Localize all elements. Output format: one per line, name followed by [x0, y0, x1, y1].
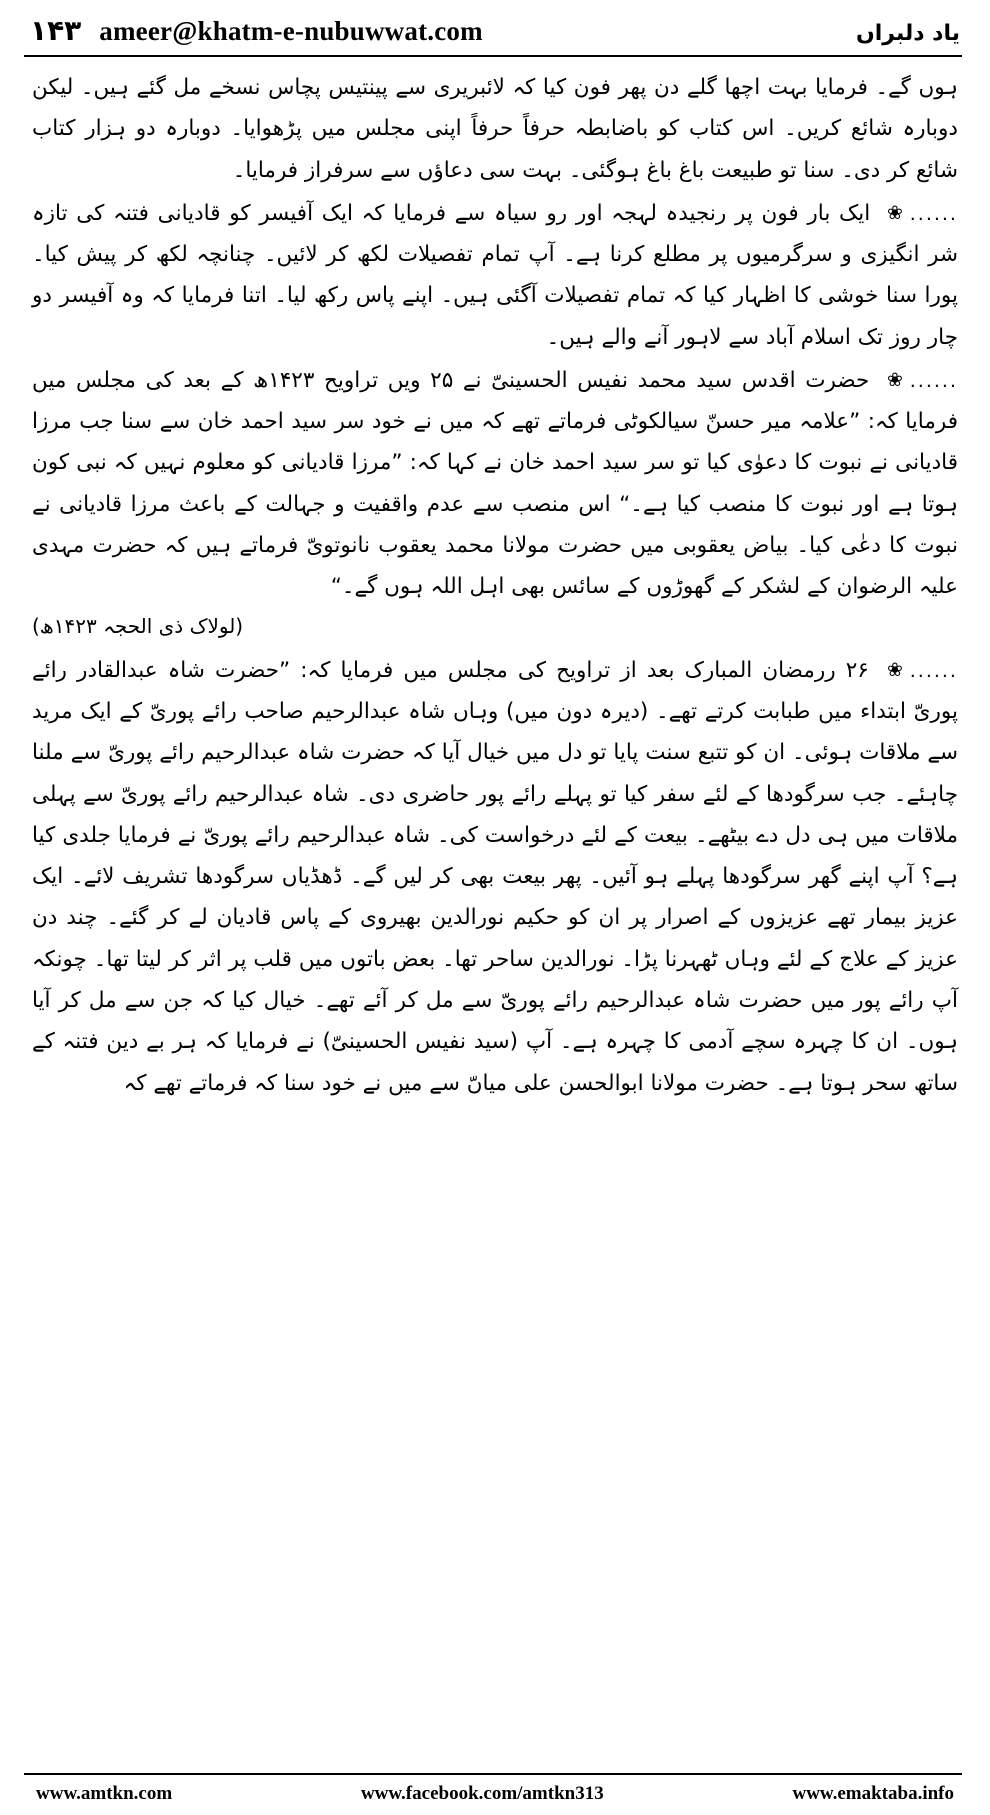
paragraph-2-marker	[879, 193, 958, 234]
paragraph-4-text: ۲۶ ررمضان المبارک بعد از تراویح کی مجلس میں فرمایا کہ: ”حضرت شاہ عبدالقادر رائے پوریّ ابتداء میں طبابت کرتے تھے۔ (دیرہ دون میں) وہاں شاہ عبدالرحیم صاحب رائے پوریّ کے ایک مرید سے ملاقات ہوئی۔ ان کو تتبع سنت پایا تو دل میں خیال آیا کہ حضرت شاہ عبدالرحیم رائے پوریّ سے ملنا چاہئے۔ جب سرگودھا کے لئے سفر کیا تو پہلے رائے پور حاضری دی۔ شاہ عبدالرحیم رائے پوریّ سے پہلی ملاقات میں ہی دل دے بیٹھے۔ بیعت کے لئے درخواست کی۔ شاہ عبدالرحیم رائے پوریّ نے فرمایا جلدی کیا ہے؟ آپ اپنے گھر سرگودھا پہلے ہو آئیں۔ پھر بیعت بھی کر لیں گے۔ ڈھڈیاں سرگودھا تشریف لائے۔ ایک عزیز بیمار تھے عزیزوں کے اصرار پر ان کو حکیم نورالدین بھیروی کے پاس قادیان لے کر گئے۔ چند دن عزیز کے علاج کے لئے وہاں ٹھہرنا پڑا۔ نورالدین ساحر تھا۔ بعض باتوں میں قلب پر اثر کر لیتا تھا۔ چونکہ آپ رائے پور میں حضرت شاہ عبدالرحیم رائے پوریّ سے مل کر آئے تھے۔ خیال کیا کہ جن سے مل کر آیا ہوں۔ ان کا چہرہ سچے آدمی کا چہرہ ہے۔ آپ (سید نفیس الحسینیّ) نے فرمایا کہ ہر بے دین فتنہ کے ساتھ سحر ہوتا ہے۔ حضرت مولانا ابوالحسن علی میاںّ سے میں نے خود سنا کہ فرماتے تھے کہ	[32, 657, 958, 1096]
page-footer	[26, 1783, 964, 1805]
book-title: یاد دلبراں	[855, 21, 960, 46]
footer-link-facebook[interactable]: www.facebook.com/amtkn313	[360, 1783, 604, 1804]
paragraph-3	[32, 360, 958, 608]
header-email: ameer@khatm-e-nubuwwat.com	[99, 16, 483, 46]
header-left-group	[30, 14, 483, 47]
paragraph-3-text: حضرت اقدس سید محمد نفیس الحسینیّ نے ۲۵ ویں تراویح ۱۴۲۳ھ کے بعد کی مجلس میں فرمایا کہ: ”علامہ میر حسنّ سیالکوٹی فرماتے تھے کہ میں نے خود سر سید احمد خان سے سنا جب مرزا قادیانی نے نبوت کا دعوٰی کیا تو سر سید احمد خان نے کہا کہ: ”مرزا قادیانی کو معلوم نہیں کہ نبی کون ہوتا ہے اور نبوت کا منصب کیا ہے۔“ اس منصب سے عدم واقفیت و جہالت کے باعث مرزا قادیانی نے نبوت کا دعٰی کیا۔ بیاض یعقوبی میں حضرت مولانا محمد یعقوب نانوتویّ فرماتے ہیں کہ حضرت مہدی علیہ الرضوان کے لشکر کے گھوڑوں کے سائس بھی اہل اللہ ہوں گے۔“	[32, 367, 958, 600]
flower-icon: ❀	[886, 201, 903, 224]
dots-leader: ......	[909, 659, 958, 682]
page-number: ۱۴۳	[30, 14, 82, 47]
paragraph-4-marker	[879, 650, 958, 691]
page-body	[26, 67, 964, 1767]
dots-leader: ......	[909, 202, 958, 225]
footer-link-website[interactable]: www.amtkn.com	[36, 1783, 173, 1804]
paragraph-4	[32, 650, 958, 1104]
paragraph-1-text: ہوں گے۔ فرمایا بہت اچھا گلے دن پھر فون کیا کہ لائبریری سے پینتیس پچاس نسخے مل گئے ہیں۔ لیکن دوبارہ شائع کریں۔ اس کتاب کو باضابطہ حرفاً حرفاً اپنی مجلس میں پڑھوایا۔ دوبارہ دو ہزار کتاب شائع کر دی۔ سنا تو طبیعت باغ باغ ہوگئی۔ بہت سی دعاؤں سے سرفراز فرمایا۔	[32, 75, 958, 183]
flower-icon: ❀	[886, 658, 903, 681]
paragraph-2	[32, 193, 958, 358]
dots-leader: ......	[909, 369, 958, 392]
footer-link-emaktaba[interactable]: www.emaktaba.info	[792, 1783, 954, 1804]
paragraph-1	[32, 67, 958, 191]
paragraph-2-text: ایک بار فون پر رنجیدہ لہجہ اور رو سیاہ سے فرمایا کہ ایک آفیسر کو قادیانی فتنہ کی تازہ شر انگیزی و سرگرمیوں پر مطلع کرنا ہے۔ آپ تمام تفصیلات لکھ کر لائیں۔ چنانچہ لکھ کر پیش کیا۔ پورا سنا خوشی کا اظہار کیا کہ تمام تفصیلات آگئی ہیں۔ اپنے پاس رکھ لیا۔ اتنا فرمایا کہ وہ آفیسر دو چار روز تک اسلام آباد سے لاہور آنے والے ہیں۔	[32, 200, 958, 350]
citation-reference: (لولاک ذی الحجہ ۱۴۲۳ھ)	[32, 614, 244, 639]
header-divider	[24, 55, 962, 57]
page-header	[26, 14, 964, 53]
paragraph-3-marker	[879, 360, 958, 401]
flower-icon: ❀	[886, 368, 903, 391]
footer-divider	[24, 1773, 962, 1775]
